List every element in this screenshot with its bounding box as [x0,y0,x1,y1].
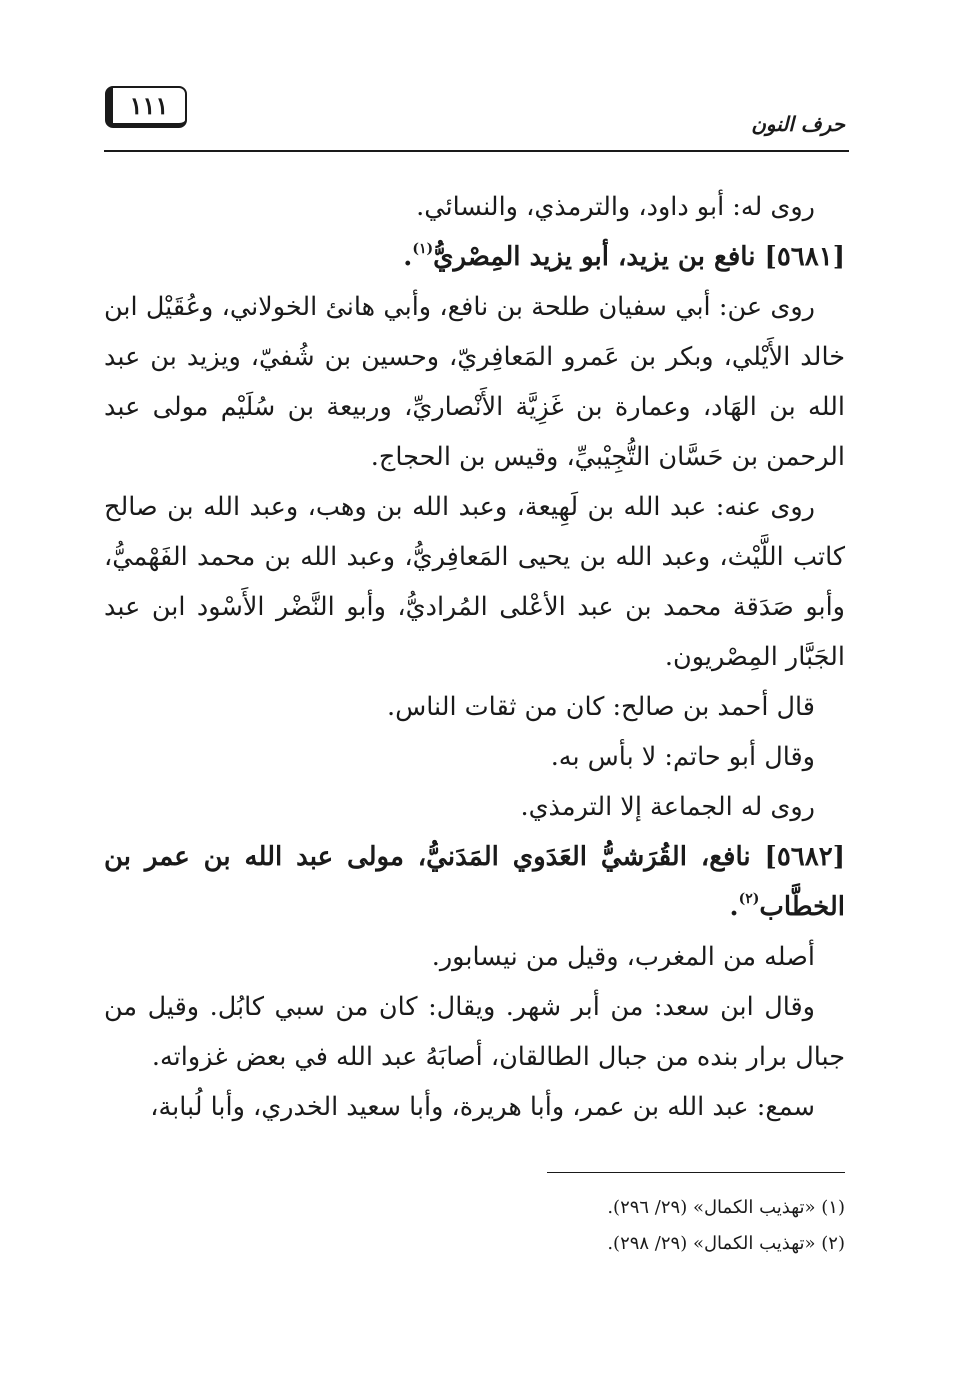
paragraph: سمع: عبد الله بن عمر، وأبا هريرة، وأبا سعيد الخدري، وأبا لُبابة، [150,1092,815,1122]
footnote-ref[interactable]: (٢) [738,891,760,907]
footnotes [345,1190,845,1262]
footnote-ref[interactable]: (١) [412,241,434,257]
heading-tail: . [403,242,413,272]
paragraph: وقال ابن سعد: من أبر شهر. ويقال: كان من سبي كابُل. وقيل من جبال برار بنده من جبال الطالقان، أصابَهُ عبد الله في بعض غزواته. [104,992,845,1072]
heading-tail: . [729,892,739,922]
entry-name: نافع بن يزيد، أبو يزيد المِصْريُّ [433,242,756,272]
main-text [104,182,845,1132]
footnote-divider [547,1172,845,1173]
entry-heading [104,832,845,932]
footnote: (٢) «تهذيب الكمال» (٢٩/ ٢٩٨). [607,1233,845,1254]
paragraph: روى عن: أبي سفيان طلحة بن نافع، وأبي هانئ الخولاني، وعُقَيْل ابن خالد الأَيْلي، وبكر بن عَمرو المَعافِريّ، وحسين بن شُفيّ، ويزيد بن عبد الله بن الهَاد، وعمارة بن غَزِيَّة الأَنْصاريِّ، وربيعة بن سُلَيْم مولى عبد الرحمن بن حَسَّان التُّجِيْبيِّ، وقيس بن الحجاج. [104,292,845,472]
paragraph: أصله من المغرب، وقيل من نيسابور. [431,942,815,972]
entry-heading [104,232,845,282]
paragraph: وقال أبو حاتم: لا بأس به. [550,742,815,772]
paragraph: قال أحمد بن صالح: كان من ثقات الناس. [387,692,815,722]
page-number: ١١١ [105,86,187,128]
paragraph: روى عنه: عبد الله بن لَهِيعة، وعبد الله بن وهب، وعبد الله بن صالح كاتب اللَّيْث، وعبد الله بن يحيى المَعافِريُّ، وعبد الله بن محمد الفَهْميُّ، وأبو صَدَقة محمد بن عبد الأعْلى المُراديُّ، وأبو النَّضْر الأَسْود ابن عبد الجَبَّار المِصْريون. [104,492,845,672]
paragraph: روى له الجماعة إلا الترمذي. [520,792,815,822]
paragraph: روى له: أبو داود، والترمذي، والنسائي. [416,192,815,222]
header-divider [104,150,849,152]
chapter-title: حرف النون [751,112,845,136]
entry-name: نافع، القُرَشيُّ العَدَوي المَدَنيُّ، مولى عبد الله بن عمر بن الخطَّاب [104,842,845,922]
entry-number: [٥٦٨٢] [764,842,845,872]
footnote: (١) «تهذيب الكمال» (٢٩/ ٢٩٦). [607,1197,845,1218]
entry-number: [٥٦٨١] [764,242,845,272]
